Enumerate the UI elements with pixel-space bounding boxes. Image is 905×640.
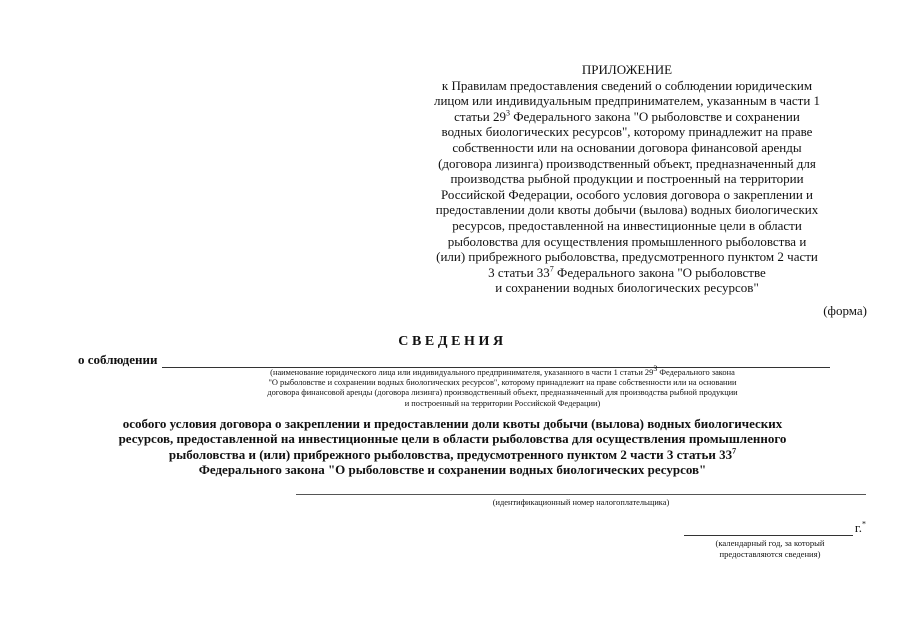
annex-header: [388, 62, 866, 296]
annex-text: 3 статьи 33: [488, 264, 550, 280]
annex-line: и сохранении водных биологических ресурсов": [495, 280, 759, 296]
condition-text: [40, 416, 865, 478]
hint-line: (календарный год, за который: [715, 538, 825, 548]
compliance-label: о соблюдении: [78, 352, 158, 367]
hint-line: "О рыболовстве и сохранении водных биологических ресурсов", которому принадлежит на праве собственности или на основании: [268, 378, 737, 388]
superscript: 3: [653, 364, 658, 374]
compliance-row: [78, 352, 830, 368]
annex-line: ресурсов, предоставленной на инвестиционные цели в области: [452, 217, 802, 233]
condition-line: Федерального закона "О рыболовстве и сохранении водных биологических ресурсов": [198, 462, 707, 478]
annex-line: Российской Федерации, особого условия договора о закреплении и: [441, 186, 813, 202]
annex-line: к Правилам предоставления сведений о соблюдении юридическим: [441, 77, 813, 93]
annex-line: [388, 109, 866, 125]
annex-text: статьи 29: [454, 108, 507, 124]
superscript: 7: [732, 446, 737, 456]
footnote-mark: *: [862, 519, 866, 529]
condition-line: [40, 447, 865, 462]
year-row: [684, 520, 866, 536]
superscript: 3: [506, 108, 511, 118]
hint-text: (наименование юридического лица или индивидуального предпринимателя, указанного в части 1 статьи 29: [270, 368, 654, 377]
annex-title: ПРИЛОЖЕНИЕ: [581, 62, 673, 77]
hint-line: и построенный на территории Российской Федерации): [404, 398, 601, 408]
annex-line: [388, 265, 866, 281]
form-label: (форма): [823, 303, 867, 318]
condition-line: ресурсов, предоставленной на инвестиционные цели в области рыболовства для осуществления промышленного: [118, 431, 787, 447]
year-suffix: [855, 520, 866, 536]
year-hint: [690, 538, 850, 559]
annex-line: рыболовства для осуществления промышленного рыболовства и: [447, 233, 807, 249]
annex-text: Федерального закона "О рыболовстве и сохранении: [510, 108, 800, 124]
superscript: 7: [549, 264, 554, 274]
annex-line: лицом или индивидуальным предпринимателем, указанным в части 1: [433, 93, 821, 109]
hint-line: предоставляются сведения): [719, 548, 821, 559]
document-title: СВЕДЕНИЯ: [398, 334, 507, 349]
inn-field[interactable]: [296, 494, 866, 495]
year-suffix-text: г.: [854, 520, 862, 535]
hint-text: Федерального закона: [657, 368, 735, 377]
annex-line: (договора лизинга) производственный объект, предназначенный для: [438, 155, 816, 171]
condition-line: особого условия договора о закреплении и предоставлении доли квоты добычи (вылова) водных биологических: [122, 416, 783, 431]
organization-name-field[interactable]: [162, 356, 831, 368]
condition-text-part: рыболовства и (или) прибрежного рыболовства, предусмотренного пунктом 2 части 3 статьи 33: [168, 446, 733, 462]
hint-line: договора финансовой аренды (договора лизинга) производственный объект, предназначенный для производства рыбной продукции: [267, 388, 738, 398]
annex-line: предоставлении доли квоты добычи (вылова) водных биологических: [435, 202, 819, 218]
annex-text: Федерального закона "О рыболовстве: [553, 264, 766, 280]
annex-line: (или) прибрежного рыболовства, предусмотренного пунктом 2 части: [436, 249, 818, 265]
inn-hint: (идентификационный номер налогоплательщика): [492, 498, 670, 507]
organization-name-hint: [175, 364, 830, 409]
annex-line: производства рыбной продукции и построенный на территории: [450, 171, 804, 187]
year-field[interactable]: [684, 525, 853, 536]
annex-line: собственности или на основании договора финансовой аренды: [452, 139, 802, 155]
hint-line: [175, 364, 830, 378]
annex-line: водных биологических ресурсов", которому принадлежит на праве: [441, 124, 813, 140]
